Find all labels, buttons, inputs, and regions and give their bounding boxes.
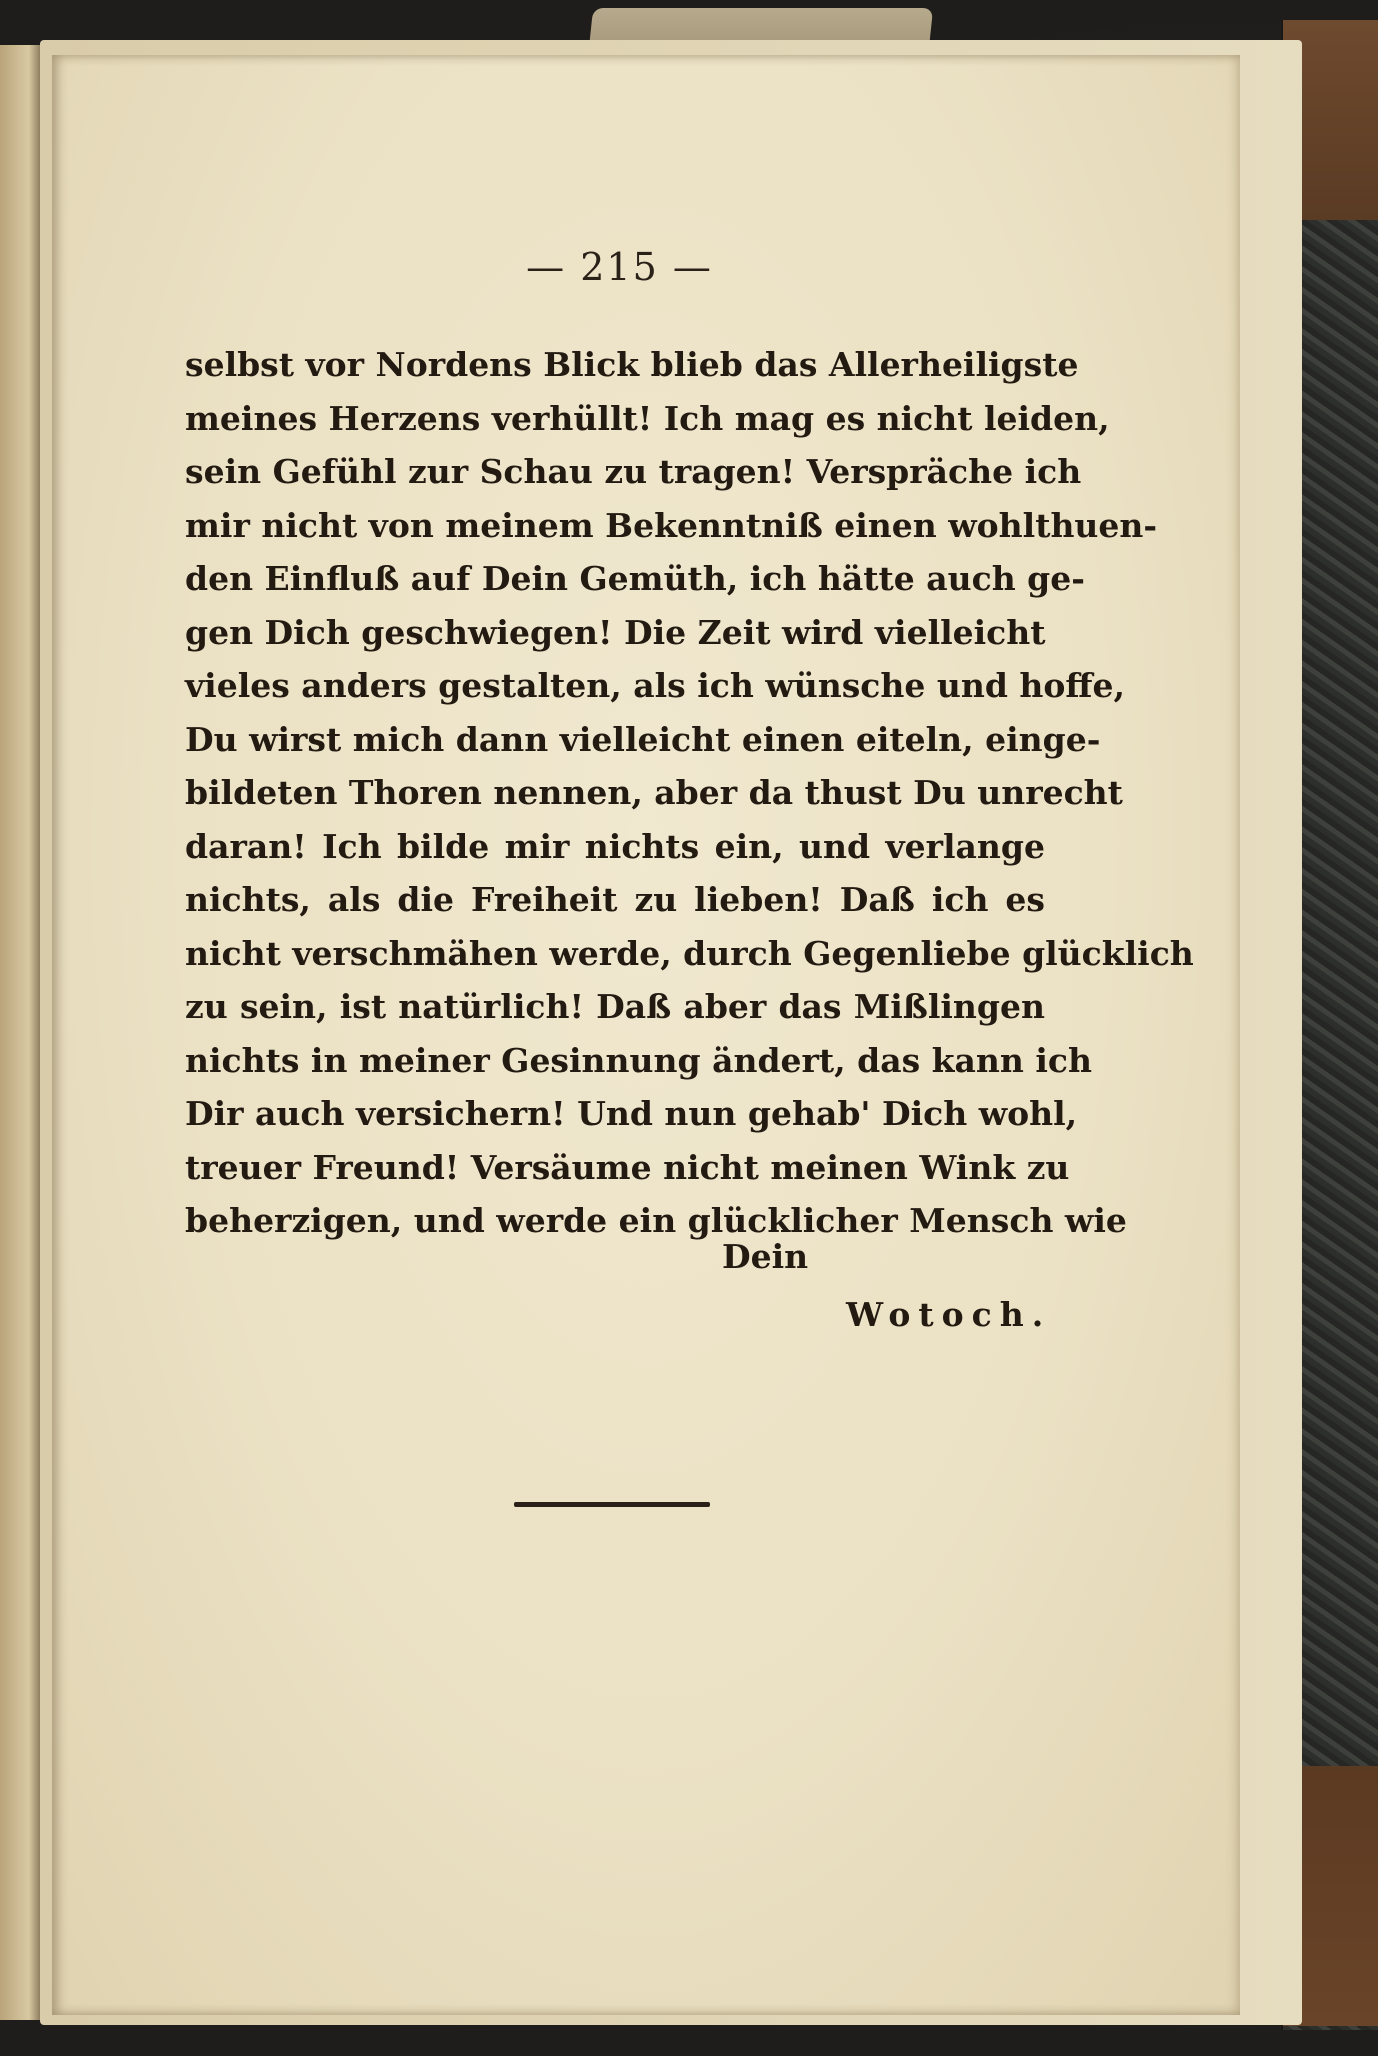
text-line: vieles anders gestalten, als ich wünsche und hoffe, xyxy=(185,666,1125,705)
text-line: gen Dich geschwiegen! Die Zeit wird vielleicht xyxy=(185,612,1046,652)
text-line: mir nicht von meinem Bekenntniß einen wohlthuen- xyxy=(185,505,1158,545)
letter-closing: Dein xyxy=(722,1237,809,1276)
text-line: Dir auch versichern! Und nun gehab' Dich wohl, xyxy=(185,1094,1078,1133)
text-line: sein Gefühl zur Schau zu tragen! Verspräche ich xyxy=(185,452,1082,491)
letter-signature: Wotoch. xyxy=(846,1295,1052,1334)
text-line: nicht verschmähen werde, durch Gegenliebe glücklich xyxy=(185,933,1194,973)
text-line: bildeten Thoren nennen, aber da thust Du unrecht xyxy=(185,773,1123,812)
text-line: nichts, als die Freiheit zu lieben! Daß ich es xyxy=(185,880,1045,919)
text-line: treuer Freund! Versäume nicht meinen Wink zu xyxy=(185,1147,1070,1187)
text-line: beherzigen, und werde ein glücklicher Mensch wie xyxy=(185,1201,1127,1240)
text-line: Du wirst mich dann vielleicht einen eiteln, einge- xyxy=(185,719,1101,759)
text-line: daran! Ich bilde mir nichts ein, und verlange xyxy=(185,826,1045,866)
text-line: meines Herzens verhüllt! Ich mag es nicht leiden, xyxy=(185,398,1110,438)
text-line: den Einfluß auf Dein Gemüth, ich hätte auch ge- xyxy=(185,559,1085,598)
page-number: — 215 — xyxy=(526,245,713,289)
text-line: nichts in meiner Gesinnung ändert, das kann ich xyxy=(185,1040,1093,1080)
end-rule xyxy=(514,1502,710,1507)
text-line: zu sein, ist natürlich! Daß aber das Mißlingen xyxy=(185,987,1045,1026)
book-page xyxy=(52,55,1240,2015)
text-line: selbst vor Nordens Blick blieb das Allerheiligste xyxy=(185,345,1079,384)
body-text xyxy=(185,338,1194,1248)
